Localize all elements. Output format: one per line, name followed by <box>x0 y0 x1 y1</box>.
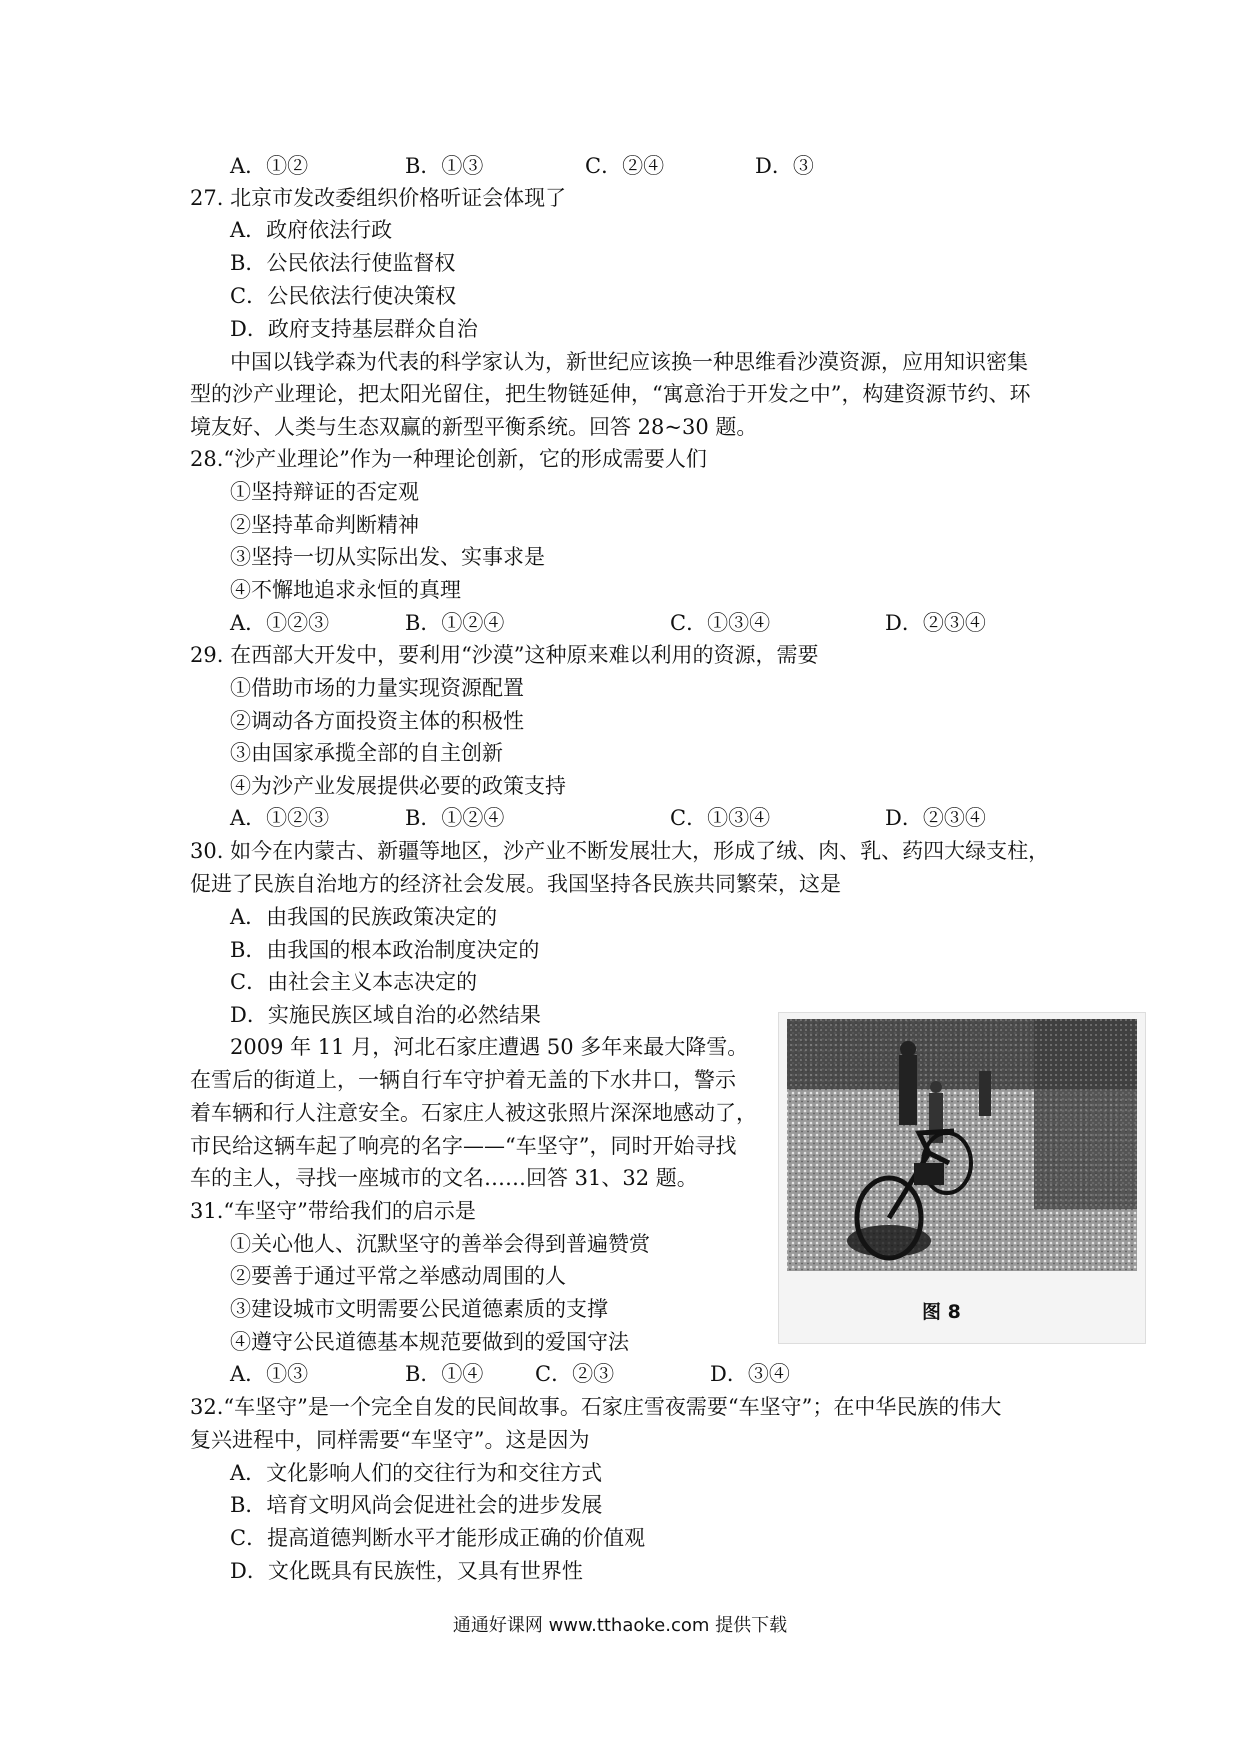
q27-option-c: C．公民依法行使决策权 <box>230 284 457 308</box>
q29-option-a: A．①②③ <box>230 806 330 830</box>
passage2-line: 着车辆和行人注意安全。石家庄人被这张照片深深地感动了， <box>190 1101 757 1125</box>
q28-item: ④不懈地追求永恒的真理 <box>230 578 461 602</box>
q28-options <box>230 608 1130 638</box>
q29-item: ④为沙产业发展提供必要的政策支持 <box>230 774 566 798</box>
q31-item: ②要善于通过平常之举感动周围的人 <box>230 1264 566 1288</box>
q28-option-b: B．①②④ <box>405 611 505 635</box>
q28-item: ③坚持一切从实际出发、实事求是 <box>230 545 545 569</box>
q27-stem: 27. 北京市发改委组织价格听证会体现了 <box>190 186 567 210</box>
bicycle-in-snow-photo <box>779 1013 1145 1343</box>
q27-option-a: A．政府依法行政 <box>230 218 393 242</box>
q27-option-d: D．政府支持基层群众自治 <box>230 317 478 341</box>
passage1-line: 型的沙产业理论，把太阳光留住，把生物链延伸，“寓意治于开发之中”，构建资源节约、环 <box>190 382 1031 406</box>
figure-caption: 图 8 <box>922 1301 961 1323</box>
q28-option-a: A．①②③ <box>230 611 330 635</box>
passage2-line: 车的主人，寻找一座城市的文名……回答 31、32 题。 <box>190 1166 698 1190</box>
q31-item: ③建设城市文明需要公民道德素质的支撑 <box>230 1297 608 1321</box>
q26-option-a: A．①② <box>230 154 309 178</box>
q29-stem: 29. 在西部大开发中，要利用“沙漠”这种原来难以利用的资源，需要 <box>190 643 819 667</box>
q29-item: ③由国家承揽全部的自主创新 <box>230 741 503 765</box>
q28-item: ②坚持革命判断精神 <box>230 513 419 537</box>
q32-option-c: C．提高道德判断水平才能形成正确的价值观 <box>230 1526 646 1550</box>
q32-option-d: D．文化既具有民族性，又具有世界性 <box>230 1559 583 1583</box>
q29-item: ①借助市场的力量实现资源配置 <box>230 676 524 700</box>
q26-option-c: C．②④ <box>585 154 665 178</box>
q32-stem: 32.“车坚守”是一个完全自发的民间故事。石家庄雪夜需要“车坚守”；在中华民族的伟大 <box>190 1395 1002 1419</box>
q31-option-d: D．③④ <box>710 1362 790 1386</box>
passage1-line: 中国以钱学森为代表的科学家认为，新世纪应该换一种思维看沙漠资源，应用知识密集 <box>230 350 1028 374</box>
q28-item: ①坚持辩证的否定观 <box>230 480 419 504</box>
q29-options <box>230 803 1130 833</box>
q31-item: ①关心他人、沉默坚守的善举会得到普遍赞赏 <box>230 1232 650 1256</box>
q28-stem: 28.“沙产业理论”作为一种理论创新，它的形成需要人们 <box>190 447 707 471</box>
figure-8 <box>778 1012 1146 1344</box>
q32-option-a: A．文化影响人们的交往行为和交往方式 <box>230 1461 603 1485</box>
q31-option-c: C．②③ <box>535 1362 615 1386</box>
q29-item: ②调动各方面投资主体的积极性 <box>230 709 524 733</box>
q31-item: ④遵守公民道德基本规范要做到的爱国守法 <box>230 1330 629 1354</box>
q31-option-b: B．①④ <box>405 1362 484 1386</box>
q30-option-c: C．由社会主义本志决定的 <box>230 970 478 994</box>
q30-stem: 促进了民族自治地方的经济社会发展。我国坚持各民族共同繁荣，这是 <box>190 872 841 896</box>
q27-option-b: B．公民依法行使监督权 <box>230 251 456 275</box>
q29-option-d: D．②③④ <box>885 806 986 830</box>
q31-options <box>230 1359 1130 1389</box>
passage2-line: 2009 年 11 月，河北石家庄遭遇 50 多年来最大降雪。 <box>230 1035 749 1059</box>
q28-option-c: C．①③④ <box>670 611 771 635</box>
q30-option-d: D．实施民族区域自治的必然结果 <box>230 1003 541 1027</box>
footer-text: 通通好课网 www.tthaoke.com 提供下载 <box>452 1615 788 1636</box>
passage2-line: 在雪后的街道上，一辆自行车守护着无盖的下水井口，警示 <box>190 1068 736 1092</box>
q30-option-a: A．由我国的民族政策决定的 <box>230 905 498 929</box>
q26-option-d: D．③ <box>755 154 814 178</box>
q30-stem: 30. 如今在内蒙古、新疆等地区，沙产业不断发展壮大，形成了绒、肉、乳、药四大绿支柱， <box>190 839 1050 863</box>
q31-option-a: A．①③ <box>230 1362 309 1386</box>
q31-stem: 31.“车坚守”带给我们的启示是 <box>190 1199 476 1223</box>
q26-option-b: B．①③ <box>405 154 484 178</box>
passage2-line: 市民给这辆车起了响亮的名字——“车坚守”，同时开始寻找 <box>190 1134 737 1158</box>
q26-options <box>230 151 1130 181</box>
q28-option-d: D．②③④ <box>885 611 986 635</box>
passage1-line: 境友好、人类与生态双赢的新型平衡系统。回答 28~30 题。 <box>190 415 758 439</box>
q30-option-b: B．由我国的根本政治制度决定的 <box>230 938 540 962</box>
q32-stem: 复兴进程中，同样需要“车坚守”。这是因为 <box>190 1428 590 1452</box>
q29-option-b: B．①②④ <box>405 806 505 830</box>
q32-option-b: B．培育文明风尚会促进社会的进步发展 <box>230 1493 603 1517</box>
q29-option-c: C．①③④ <box>670 806 771 830</box>
